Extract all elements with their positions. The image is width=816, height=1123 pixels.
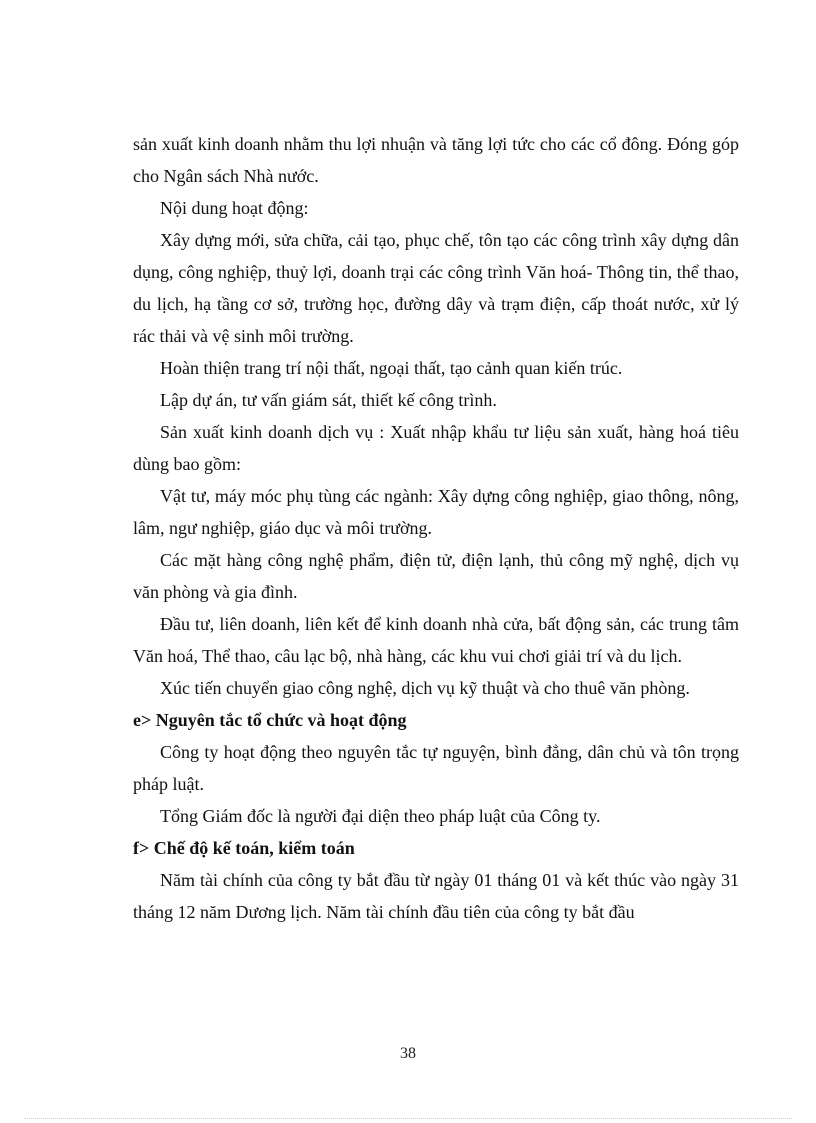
paragraph-interior-finishing: Hoàn thiện trang trí nội thất, ngoại thất, tạo cảnh quan kiến trúc. — [160, 358, 623, 378]
paragraph-fiscal-year: Năm tài chính của công ty bắt đầu từ ngày 01 tháng 01 và kết thúc vào ngày 31 tháng 12 năm Dương lịch. Năm tài chính đầu tiên của công ty bắt đầu — [133, 870, 739, 922]
paragraph-construction: Xây dựng mới, sửa chữa, cải tạo, phục chế, tôn tạo các công trình xây dựng dân dụng, công nghiệp, thuỷ lợi, doanh trại các công trình Văn hoá- Thông tin, thể thao, du lịch, hạ tầng cơ sở, trường học, đường dây và trạm điện, cấp thoát nước, xử lý rác thải và vệ sinh môi trường. — [133, 230, 739, 346]
paragraph-principles: Công ty hoạt động theo nguyên tắc tự nguyện, bình đẳng, dân chủ và tôn trọng pháp luật. — [133, 742, 739, 794]
paragraph-technology-transfer: Xúc tiến chuyển giao công nghệ, dịch vụ kỹ thuật và cho thuê văn phòng. — [160, 678, 690, 698]
section-heading-accounting: f> Chế độ kế toán, kiểm toán — [133, 838, 355, 858]
footer-divider — [24, 1118, 792, 1119]
paragraph-project-consulting: Lập dự án, tư vấn giám sát, thiết kế công trình. — [160, 390, 497, 410]
section-heading-organization: e> Nguyên tắc tổ chức và hoạt động — [133, 710, 407, 730]
paragraph-technology-products: Các mặt hàng công nghệ phẩm, điện tử, điện lạnh, thủ công mỹ nghệ, dịch vụ văn phòng và gia đình. — [133, 550, 739, 602]
paragraph-business-purpose: sản xuất kinh doanh nhằm thu lợi nhuận và tăng lợi tức cho các cổ đông. Đóng góp cho Ngân sách Nhà nước. — [133, 134, 739, 186]
page-body — [133, 128, 739, 928]
page-number: 38 — [400, 1045, 416, 1062]
paragraph-materials-machinery: Vật tư, máy móc phụ tùng các ngành: Xây dựng công nghiệp, giao thông, nông, lâm, ngư nghiệp, giáo dục và môi trường. — [133, 486, 739, 538]
paragraph-investment: Đầu tư, liên doanh, liên kết để kinh doanh nhà cửa, bất động sản, các trung tâm Văn hoá, Thể thao, câu lạc bộ, nhà hàng, các khu vui chơi giải trí và du lịch. — [133, 614, 739, 666]
paragraph-legal-representative: Tổng Giám đốc là người đại diện theo pháp luật của Công ty. — [160, 806, 601, 826]
paragraph-trade-services: Sản xuất kinh doanh dịch vụ : Xuất nhập khẩu tư liệu sản xuất, hàng hoá tiêu dùng bao gồm: — [133, 422, 739, 474]
paragraph-activity-heading: Nội dung hoạt động: — [160, 198, 309, 218]
